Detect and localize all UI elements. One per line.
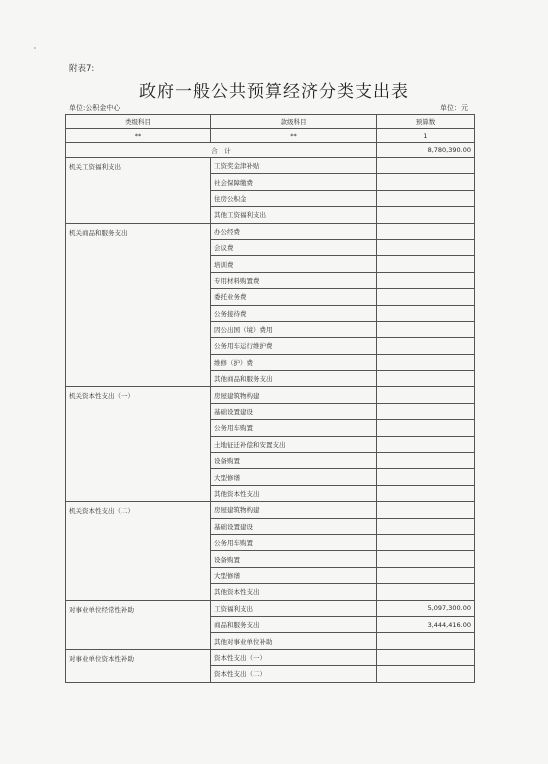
subcategory-cell: 维修（护）费 — [211, 354, 377, 370]
table-row — [66, 387, 475, 403]
subcategory-cell: 培训费 — [211, 256, 377, 272]
unit-organization: 单位:公积金中心 — [69, 104, 121, 112]
total-value: 8,780,390.00 — [377, 143, 475, 158]
header-row — [66, 115, 475, 129]
amount-cell — [377, 158, 475, 174]
subcategory-cell: 公务用车购置 — [211, 534, 377, 550]
header-subcategory-code: ** — [211, 129, 377, 143]
annex-label: 附表7: — [69, 64, 95, 74]
subcategory-cell: 土地征迁补偿和安置支出 — [211, 436, 377, 452]
document-title: 政府一般公共预算经济分类支出表 — [139, 82, 409, 102]
total-row — [66, 143, 475, 158]
amount-cell — [377, 649, 475, 665]
subcategory-cell: 工资奖金津补贴 — [211, 158, 377, 174]
amount-cell — [377, 534, 475, 550]
expenditure-table — [65, 114, 475, 683]
amount-cell — [377, 469, 475, 485]
amount-cell — [377, 239, 475, 255]
amount-cell — [377, 633, 475, 649]
subcategory-cell: 公务用车运行维护费 — [211, 338, 377, 354]
category-cell: 机关资本性支出（一） — [66, 387, 211, 502]
subcategory-cell: 其他商品和服务支出 — [211, 371, 377, 387]
amount-cell — [377, 305, 475, 321]
subcategory-cell: 其他对事业单位补助 — [211, 633, 377, 649]
amount-cell — [377, 403, 475, 419]
subcategory-cell: 基础设置建设 — [211, 403, 377, 419]
subcategory-cell: 公务用车购置 — [211, 420, 377, 436]
subcategory-cell: 工资福利支出 — [211, 600, 377, 616]
amount-cell — [377, 174, 475, 190]
amount-cell — [377, 354, 475, 370]
table-row — [66, 158, 475, 174]
subcategory-cell: 委托业务费 — [211, 289, 377, 305]
category-cell: 机关工资福利支出 — [66, 158, 211, 224]
category-cell: 对事业单位资本性补助 — [66, 649, 211, 682]
amount-cell — [377, 420, 475, 436]
subcategory-cell: 资本性支出（二） — [211, 666, 377, 682]
table-row — [66, 502, 475, 518]
amount-cell — [377, 338, 475, 354]
header-subcategory: 款级科目 — [211, 115, 377, 129]
amount-cell — [377, 272, 475, 288]
subcategory-cell: 大型修缮 — [211, 469, 377, 485]
category-cell: 机关资本性支出（二） — [66, 502, 211, 600]
subcategory-cell: 公务接待费 — [211, 305, 377, 321]
amount-cell — [377, 485, 475, 501]
total-label: 合 计 — [66, 143, 377, 158]
amount-cell — [377, 387, 475, 403]
category-cell: 对事业单位经常性补助 — [66, 600, 211, 649]
subcategory-cell: 大型修缮 — [211, 567, 377, 583]
amount-cell — [377, 584, 475, 600]
amount-cell: 3,444,416.00 — [377, 616, 475, 632]
header-budget-code: 1 — [377, 129, 475, 143]
subcategory-cell: 资本性支出（一） — [211, 649, 377, 665]
table-row — [66, 649, 475, 665]
amount-cell — [377, 256, 475, 272]
subcategory-cell: 商品和服务支出 — [211, 616, 377, 632]
subcategory-cell: 其他资本性支出 — [211, 485, 377, 501]
table-row — [66, 600, 475, 616]
subcategory-cell: 房屋建筑物构建 — [211, 502, 377, 518]
scan-speck — [34, 47, 36, 49]
subcategory-cell: 社会保障缴费 — [211, 174, 377, 190]
subcategory-cell: 设备购置 — [211, 453, 377, 469]
header-category-code: ** — [66, 129, 211, 143]
subcategory-cell: 专用材料购置费 — [211, 272, 377, 288]
amount-cell — [377, 502, 475, 518]
amount-cell — [377, 223, 475, 239]
amount-cell — [377, 453, 475, 469]
amount-cell — [377, 190, 475, 206]
amount-cell: 5,097,300.00 — [377, 600, 475, 616]
subcategory-cell: 因公出国（境）费用 — [211, 321, 377, 337]
subcategory-cell: 基础设置建设 — [211, 518, 377, 534]
amount-cell — [377, 666, 475, 682]
subcategory-cell: 房屋建筑物构建 — [211, 387, 377, 403]
subcategory-cell: 设备购置 — [211, 551, 377, 567]
amount-cell — [377, 321, 475, 337]
header-code-row — [66, 129, 475, 143]
amount-cell — [377, 551, 475, 567]
subcategory-cell: 其他资本性支出 — [211, 584, 377, 600]
subcategory-cell: 办公经费 — [211, 223, 377, 239]
amount-cell — [377, 518, 475, 534]
amount-cell — [377, 436, 475, 452]
header-budget: 预算数 — [377, 115, 475, 129]
table-row — [66, 223, 475, 239]
category-cell: 机关商品和服务支出 — [66, 223, 211, 387]
amount-cell — [377, 567, 475, 583]
subcategory-cell: 会议费 — [211, 239, 377, 255]
subcategory-cell: 其他工资福利支出 — [211, 207, 377, 223]
amount-cell — [377, 371, 475, 387]
unit-currency: 单位：元 — [440, 104, 468, 112]
amount-cell — [377, 289, 475, 305]
header-category: 类级科目 — [66, 115, 211, 129]
subcategory-cell: 住房公积金 — [211, 190, 377, 206]
amount-cell — [377, 207, 475, 223]
